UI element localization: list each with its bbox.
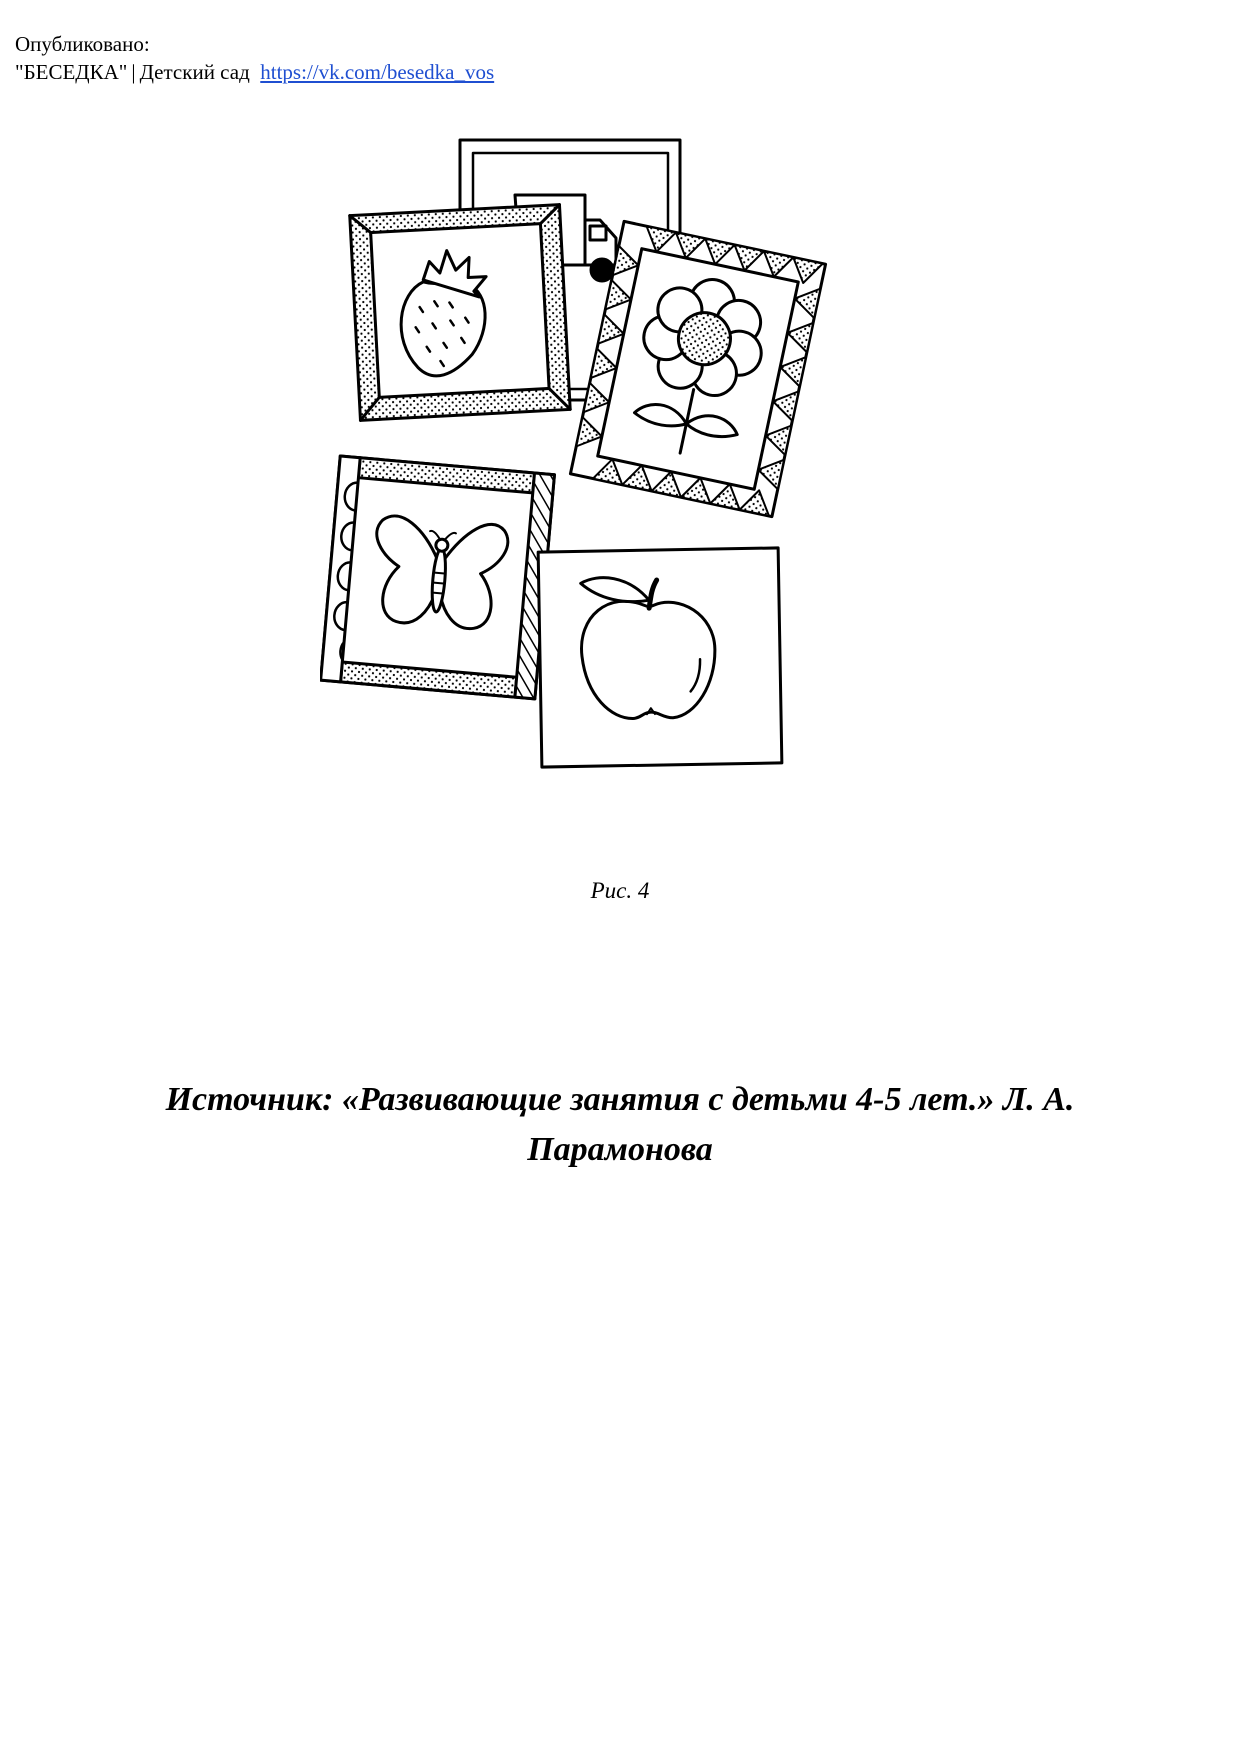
butterfly-card-icon <box>321 456 555 699</box>
apple-card-icon <box>538 548 782 767</box>
figure-caption: Рис. 4 <box>590 878 650 903</box>
figure-illustration <box>320 120 920 880</box>
source-line-1: Источник: «Развивающие занятия с детьми 4-5 лет.» Л. А. <box>165 1081 1075 1118</box>
source-line-2: Парамонова <box>527 1131 713 1168</box>
strawberry-card-icon <box>350 205 570 421</box>
org-desc: Детский сад <box>139 60 250 84</box>
separator: | <box>131 60 136 84</box>
publisher-line <box>15 58 494 86</box>
publication-header <box>15 30 494 86</box>
published-label: Опубликовано: <box>15 32 150 56</box>
source-citation <box>60 1075 1180 1175</box>
org-name: "БЕСЕДКА" <box>15 60 128 84</box>
vk-link[interactable]: https://vk.com/besedka_vos <box>260 60 495 84</box>
